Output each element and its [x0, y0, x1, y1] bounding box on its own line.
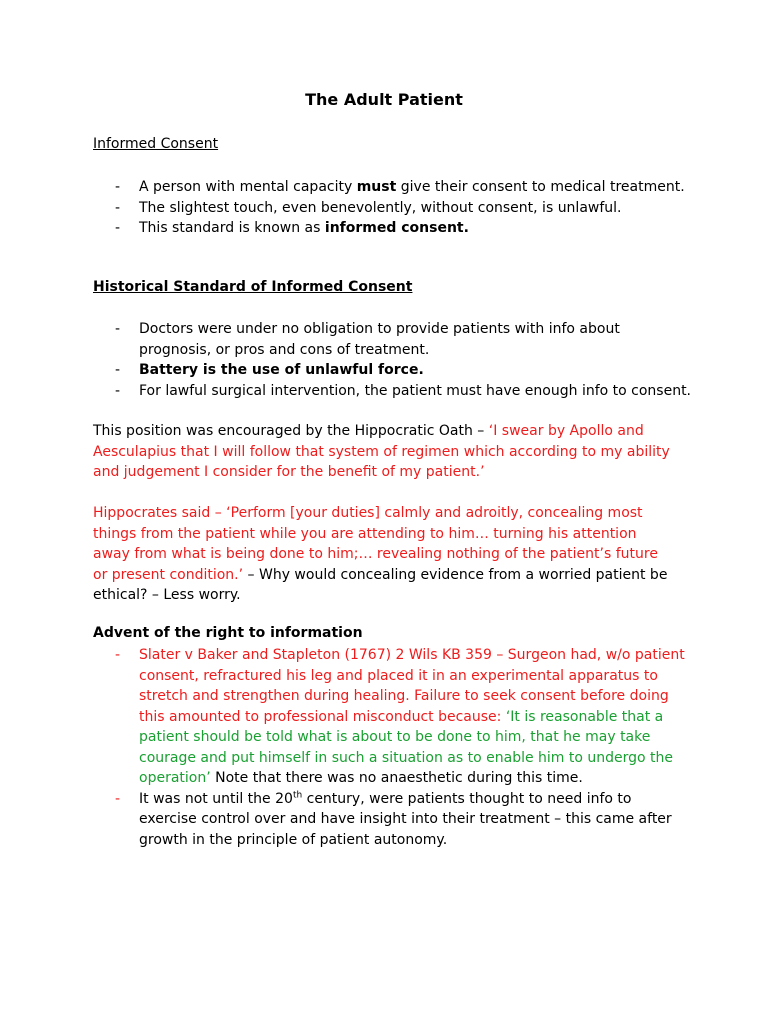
list-item: - For lawful surgical intervention, the patient must have enough info to consent. — [115, 382, 692, 399]
advent-heading: Advent of the right to information — [93, 625, 363, 641]
historical-standard-list — [93, 319, 693, 401]
list-item: - Slater v Baker and Stapleton (1767) 2 Wils KB 359 – Surgeon had, w/o patient consent, refractured his leg and placed it in an experimental apparatus to stretch and strengthen during healing. Failure to seek consent before doing this amounted to professional misconduct because: ‘It is reasonable that a patient should be told what is about to be done to him, that he may take courage and put himself in such a situation as to enable him to undergo the operation’ Note that there was no anaesthetic during this time. — [115, 647, 685, 786]
list-item: - Doctors were under no obligation to provide patients with info about prognosis, or pros and cons of treatment. — [115, 321, 620, 358]
list-item: - The slightest touch, even benevolently, without consent, is unlawful. — [115, 199, 622, 216]
list-item: - Battery is the use of unlawful force. — [115, 362, 424, 378]
informed-consent-heading: Informed Consent — [93, 136, 219, 152]
hippocrates-quote-paragraph: Hippocrates said – ‘Perform [your duties] calmly and adroitly, concealing most things from the patient while you are attending to him… turning his attention away from what is being done to him;… revealing nothing of the patient’s future or present condition.’ – Why would concealing evidence from a worried patient be ethical? – Less worry. — [93, 505, 668, 603]
page-title: The Adult Patient — [305, 90, 463, 109]
list-item: - A person with mental capacity must give their consent to medical treatment. — [115, 179, 685, 195]
hippocratic-oath-paragraph: This position was encouraged by the Hippocratic Oath – ‘I swear by Apollo and Aesculapius that I will follow that system of regimen which according to my ability and judgement I consider for the benefit of my patient.’ — [93, 423, 670, 480]
advent-list — [93, 645, 693, 850]
list-item: - It was not until the 20th century, were patients thought to need info to exercise control over and have insight into their treatment – this came after growth in the principle of patient autonomy. — [115, 789, 672, 848]
list-item: - This standard is known as informed consent. — [115, 220, 469, 236]
historical-standard-heading: Historical Standard of Informed Consent — [93, 279, 413, 295]
informed-consent-list — [93, 177, 693, 239]
